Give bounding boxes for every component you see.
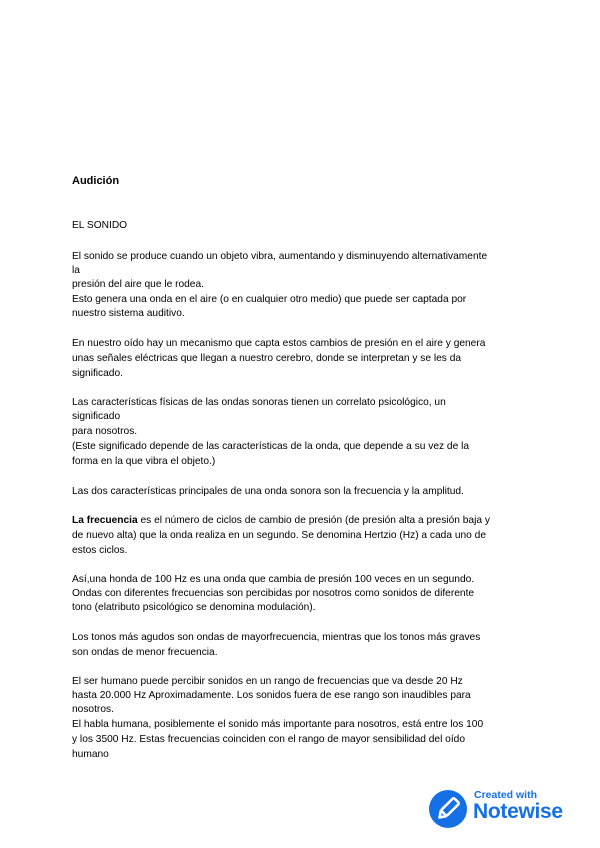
paragraph-line: presión del aire que le rodea. <box>72 279 204 290</box>
paragraph-line: Los tonos más agudos son ondas de mayorfrecuencia, mientras que los tonos más graves <box>72 632 481 643</box>
paragraph-line: significado <box>72 411 121 422</box>
paragraph-text: es el número de ciclos de cambio de presión (de presión alta a presión baja y <box>137 515 490 526</box>
paragraph-line <box>72 514 490 528</box>
pen-icon <box>429 790 467 828</box>
paragraph-line: nosotros. <box>72 704 114 715</box>
paragraph-line: tono (elatributo psicológico se denomina modulación). <box>72 602 316 613</box>
paragraph-line: (Este significado depende de las características de la onda, que depende a su vez de la <box>72 441 470 452</box>
paragraph-line: son ondas de menor frecuencia. <box>72 647 218 658</box>
paragraph-line: la <box>72 265 80 276</box>
paragraph-line: En nuestro oído hay un mecanismo que capta estos cambios de presión en el aire y genera <box>72 338 486 349</box>
paragraph-line: unas señales eléctricas que llegan a nuestro cerebro, donde se interpretan y se les da <box>72 353 462 364</box>
paragraph-line: estos ciclos. <box>72 545 128 556</box>
paragraph-line: El ser humano puede percibir sonidos en un rango de frecuencias que va desde 20 Hz <box>72 676 463 687</box>
created-with-label: Created with <box>474 789 538 801</box>
paragraph-line: significado. <box>72 368 123 379</box>
paragraph-line: Las características físicas de las ondas sonoras tienen un correlato psicológico, un <box>72 397 446 408</box>
paragraph-line: El habla humana, posiblemente el sonido más importante para nosotros, está entre los 100 <box>72 719 484 730</box>
bold-term: La frecuencia <box>72 515 138 526</box>
paragraph-line: Esto genera una onda en el aire (o en cualquier otro medio) que puede ser captada por <box>72 294 467 305</box>
paragraph-line: Así,una honda de 100 Hz es una onda que cambia de presión 100 veces en un segundo. <box>72 574 475 585</box>
paragraph-line: Ondas con diferentes frecuencias son percibidas por nosotros como sonidos de diferente <box>72 588 475 599</box>
paragraph-line: de nuevo alta) que la onda realiza en un segundo. Se denomina Hertzio (Hz) a cada uno de <box>72 530 487 541</box>
paragraph-line: para nosotros. <box>72 426 138 437</box>
notewise-brand: Notewise <box>473 800 563 823</box>
section-heading: EL SONIDO <box>72 220 128 231</box>
document-title: Audición <box>72 175 120 187</box>
paragraph-line: hasta 20.000 Hz Aproximadamente. Los sonidos fuera de ese rango son inaudibles para <box>72 690 471 701</box>
paragraph-line: y los 3500 Hz. Estas frecuencias coinciden con el rango de mayor sensibilidad del oído <box>72 734 466 745</box>
paragraph-line: El sonido se produce cuando un objeto vibra, aumentando y disminuyendo alternativamente <box>72 251 488 262</box>
notewise-watermark <box>429 788 584 830</box>
paragraph-line: forma en la que vibra el objeto.) <box>72 456 216 467</box>
paragraph-line: humano <box>72 749 109 760</box>
paragraph-line: Las dos características principales de una onda sonora son la frecuencia y la amplitud. <box>72 486 464 497</box>
paragraph-line: nuestro sistema auditivo. <box>72 308 185 319</box>
